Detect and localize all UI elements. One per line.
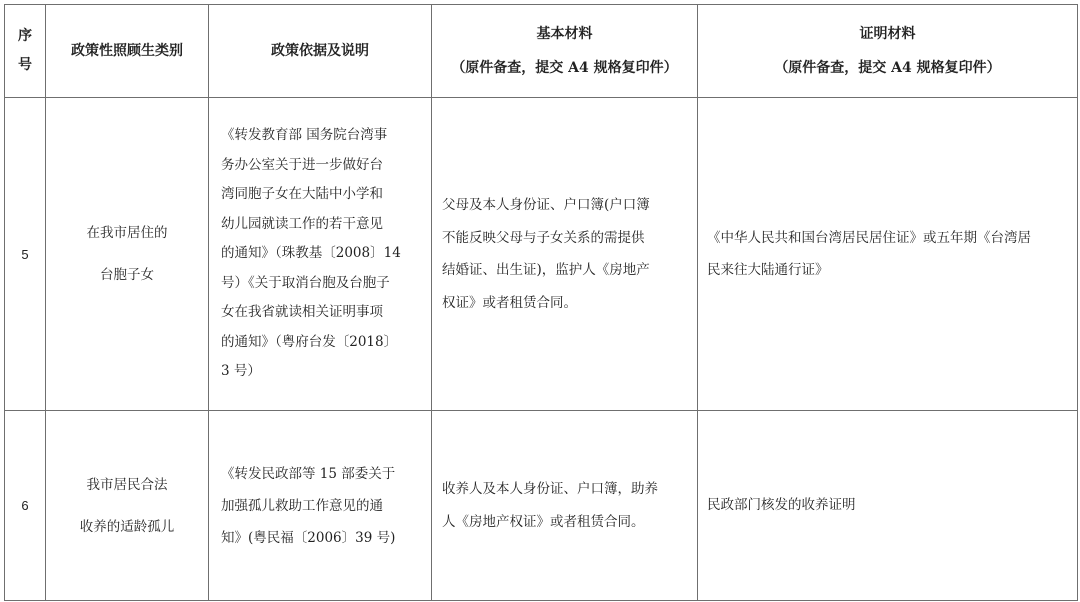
row-proof-materials: 民政部门核发的收养证明 [698,411,1078,601]
header-basic-materials: 基本材料 （原件备查，提交 A4 规格复印件） [432,5,698,98]
row-category: 在我市居住的 台胞子女 [46,98,209,411]
row-policy-basis: 《转发教育部 国务院台湾事 务办公室关于进一步做好台 湾同胞子女在大陆中小学和 幼儿园就读工作的若干意见 的通知》（珠教基〔2008〕14 号）《关于取消台胞及台胞子 女在我省就读相关证明事项 的通知》（粤府台发〔2018〕 3 号） [209,98,432,411]
row-number: 5 [5,98,46,411]
header-seq: 序 号 [5,5,46,98]
table-row [5,98,1078,411]
header-proof-materials: 证明材料 （原件备查，提交 A4 规格复印件） [698,5,1078,98]
row-basic-materials: 收养人及本人身份证、户口簿，助养 人《房地产权证》或者租赁合同。 [432,411,698,601]
header-row [5,5,1078,98]
table-row [5,411,1078,601]
row-proof-materials: 《中华人民共和国台湾居民居住证》或五年期《台湾居 民来往大陆通行证》 [698,98,1078,411]
row-policy-basis: 《转发民政部等 15 部委关于 加强孤儿救助工作意见的通 知》(粤民福〔2006〕39 号) [209,411,432,601]
row-basic-materials: 父母及本人身份证、户口簿(户口簿 不能反映父母与子女关系的需提供 结婚证、出生证)，监护人《房地产 权证》或者租赁合同。 [432,98,698,411]
row-category: 我市居民合法 收养的适龄孤儿 [46,411,209,601]
row-number: 6 [5,411,46,601]
header-basis: 政策依据及说明 [209,5,432,98]
policy-table [4,4,1078,601]
header-category: 政策性照顾生类别 [46,5,209,98]
